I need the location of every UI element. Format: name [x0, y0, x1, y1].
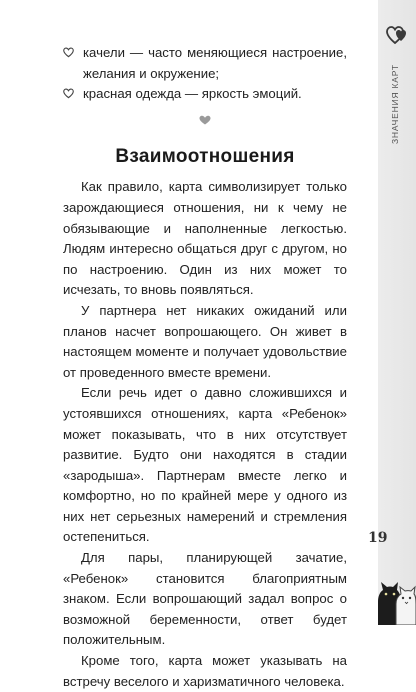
bullet-item [63, 84, 347, 105]
section-heading: Взаимоотношения [115, 145, 295, 167]
chapter-label: ЗНАЧЕНИЯ КАРТ [390, 64, 400, 144]
two-cats-illustration [374, 572, 416, 625]
section-divider [63, 115, 347, 125]
heart-outline-icon [63, 88, 74, 99]
bullet-text: качели — часто меняющиеся настроение, желания и окружение; [83, 45, 347, 81]
paragraph: Как правило, карта символизирует только зарождающиеся отношения, ни к чему не обязывающие и наполненные легкостью. Людям интересно общаться друг с другом, но по настроению. Один из них может то исчезать, то вновь появляться. [63, 179, 347, 298]
heart-icon [198, 115, 212, 125]
paragraph: Если речь идет о давно сложившихся и устоявшихся отношениях, карта «Ребенок» может показывать, что в них отсутствует развитие. Будто они находятся в стадии «зародыша». Партнерам вместе легко и комфортно, но по крайней мере у одного из них нет серьезных намерений и стремления остепениться. [63, 385, 347, 545]
paragraph: Для пары, планирующей зачатие, «Ребенок» становится благоприятным знаком. Если вопрошающий задал вопрос о возможной беременности, ответ будет положительным. [63, 550, 347, 648]
bullet-text: красная одежда — яркость эмоций. [83, 86, 302, 102]
page-number: 19 [368, 530, 388, 546]
paragraph: У партнера нет никаких ожиданий или планов насчет вопрошающего. Он живет в настоящем моменте и получает удовольствие от проведенного вместе времени. [63, 302, 347, 380]
paragraph: Кроме того, карта может указывать на встречу веселого и харизматичного человека. [63, 653, 347, 689]
text-column [63, 43, 347, 692]
heart-outline-icon [63, 47, 74, 58]
bullet-item [63, 43, 347, 84]
hearts-logo-icon [386, 22, 410, 48]
